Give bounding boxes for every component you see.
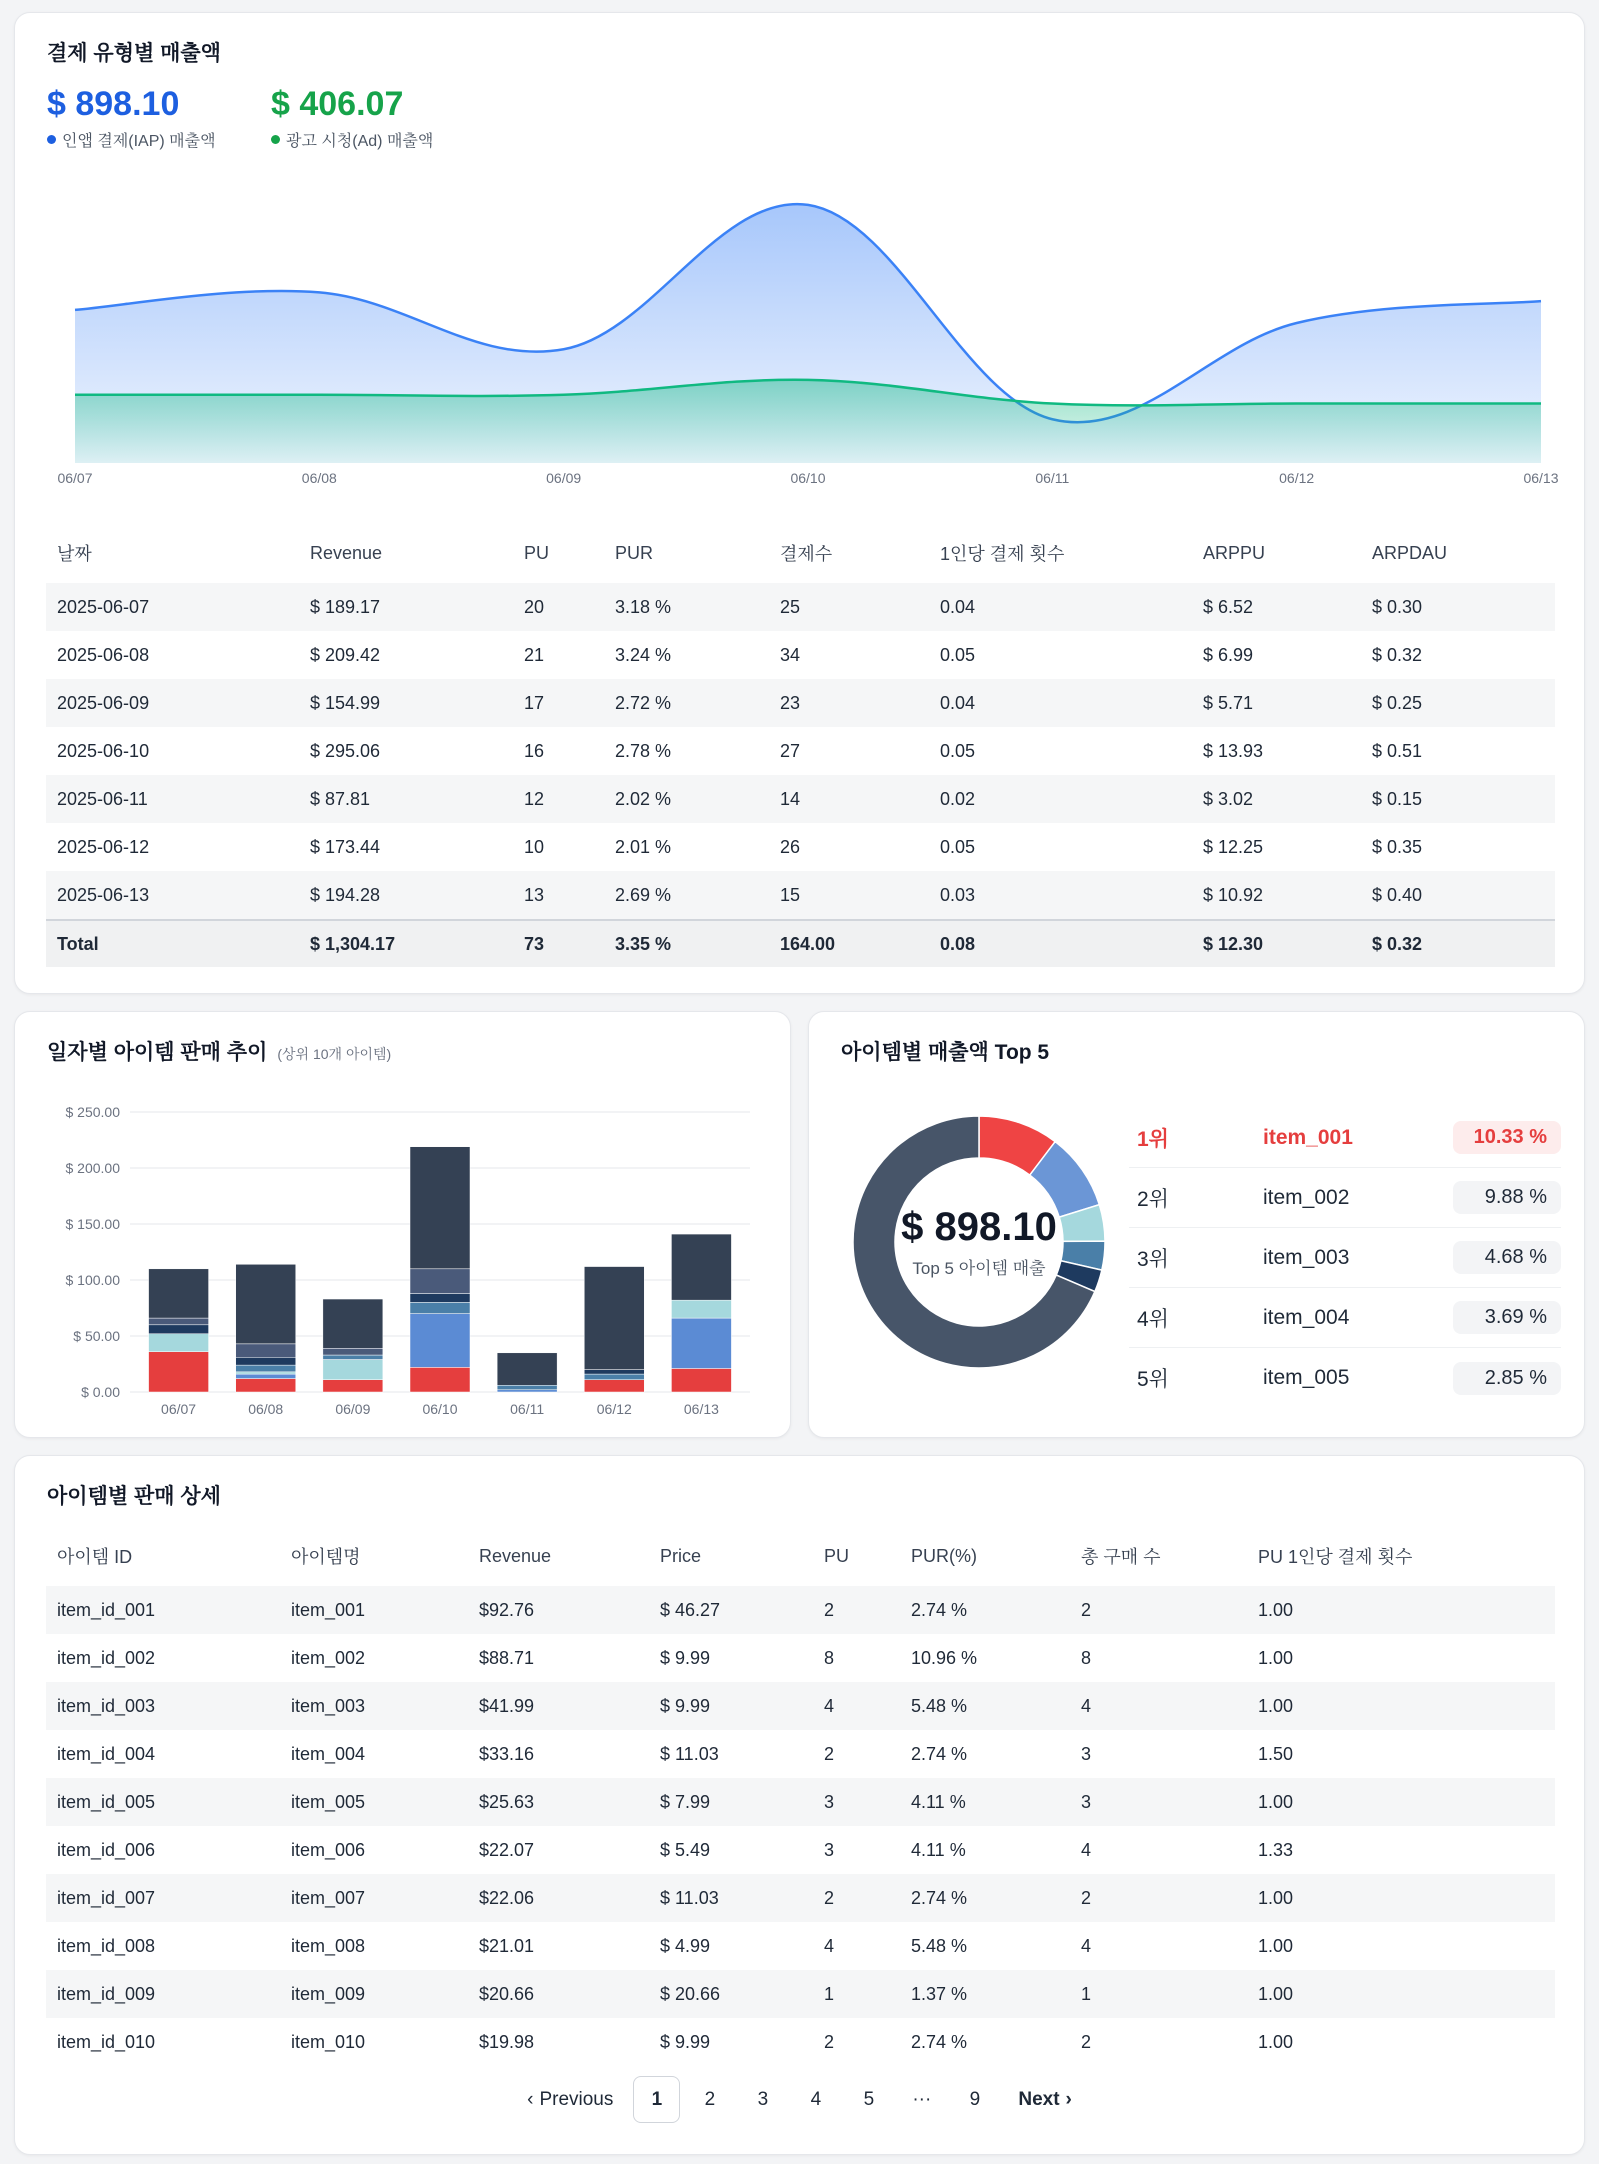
table-cell: $ 12.25 (1203, 836, 1264, 857)
table-cell: item_003 (280, 1682, 468, 1730)
column-header: PU (824, 1545, 850, 1566)
table-cell: $ 4.99 (660, 1935, 711, 1956)
table-cell: $19.98 (479, 2031, 535, 2052)
y-tick-label: $ 50.00 (73, 1328, 120, 1344)
rank-item-name: item_005 (1263, 1366, 1350, 1389)
card-title: 결제 유형별 매출액 (47, 42, 221, 65)
table-cell: $ 0.32 (1372, 644, 1423, 665)
pagination-ellipsis: ··· (912, 2088, 932, 2110)
column-header: Revenue (479, 1545, 552, 1566)
table-cell: 20 (513, 583, 604, 631)
table-cell: 2.74 % (911, 2031, 968, 2052)
page-button-3[interactable]: 3 (757, 2088, 769, 2110)
total-cell: 3.35 % (604, 919, 769, 967)
column-header: 날짜 (57, 544, 92, 564)
x-tick-label: 06/13 (683, 1401, 719, 1417)
rank-item-name: item_003 (1263, 1245, 1350, 1269)
x-tick-label: 06/08 (248, 1401, 284, 1417)
x-tick-label: 06/12 (596, 1401, 632, 1417)
rank-row (1129, 1288, 1561, 1348)
table-cell: $ 9.99 (660, 2031, 711, 2052)
table-row[interactable] (46, 1922, 1555, 1970)
top5-donut-chart (849, 1112, 1109, 1372)
table-cell: 2.02 % (604, 775, 769, 823)
table-cell: 5.48 % (900, 1682, 1070, 1730)
trend-subtitle: (상위 10개 아이템) (277, 1046, 392, 1062)
total-cell: 0.08 (929, 919, 1192, 967)
total-cell: Total (46, 919, 299, 967)
table-cell: 2.74 % (911, 1743, 968, 1764)
chevron-right-icon: › (1065, 2088, 1072, 2110)
table-cell: item_004 (291, 1743, 366, 1764)
rank-row (1129, 1228, 1561, 1288)
table-cell: $ 11.03 (660, 1743, 719, 1764)
table-cell: $ 173.44 (310, 836, 381, 857)
table-row[interactable] (46, 1586, 1555, 1634)
rank-position: 5위 (1137, 1368, 1169, 1391)
bar-segment[interactable] (323, 1360, 383, 1380)
table-cell: 1.00 (1258, 1647, 1294, 1668)
total-cell: $ 12.30 (1192, 919, 1361, 967)
daily-item-sales-trend-card (14, 1011, 791, 1438)
table-cell: item_id_009 (46, 1970, 280, 2018)
bar-segment[interactable] (410, 1302, 470, 1313)
bar-segment[interactable] (323, 1299, 383, 1348)
table-cell: 1.33 (1258, 1839, 1294, 1860)
table-row (46, 631, 1555, 679)
column-header: Revenue (310, 542, 383, 563)
rank-row (1129, 1348, 1561, 1408)
table-cell: 2025-06-11 (46, 775, 299, 823)
table-cell: 34 (780, 644, 801, 665)
table-cell: 2025-06-12 (57, 836, 150, 857)
table-cell: 0.05 (940, 740, 976, 761)
table-cell: 0.04 (929, 679, 1192, 727)
table-cell: 0.02 (929, 775, 1192, 823)
y-tick-label: $ 100.00 (65, 1272, 120, 1288)
table-row (46, 679, 1555, 727)
table-cell: 12 (513, 775, 604, 823)
table-cell: 2.72 % (604, 679, 769, 727)
table-cell: 2 (824, 2031, 835, 2052)
donut-center-value: $ 898.10 (901, 1205, 1057, 1249)
table-cell: $41.99 (468, 1682, 649, 1730)
table-cell: 2.69 % (604, 871, 769, 919)
table-cell: 2025-06-09 (46, 679, 299, 727)
bar-segment[interactable] (236, 1357, 296, 1365)
x-tick-label: 06/07 (161, 1401, 197, 1417)
rank-percent-badge: 3.69 % (1453, 1301, 1561, 1334)
rank-item-name: item_004 (1263, 1305, 1350, 1329)
total-row (46, 919, 1555, 967)
column-header: PUR (615, 542, 654, 563)
card-title: 아이템별 판매 상세 (47, 1485, 221, 1508)
bar-segment[interactable] (149, 1325, 209, 1334)
page-button-2[interactable]: 2 (704, 2088, 716, 2110)
table-cell: 10.96 % (911, 1647, 978, 1668)
bar-segment[interactable] (497, 1353, 557, 1385)
bar-segment[interactable] (584, 1370, 644, 1374)
table-cell: 5.48 % (911, 1935, 968, 1956)
table-row (46, 823, 1555, 871)
card-title: 아이템별 매출액 Top 5 (841, 1041, 1050, 1064)
column-header: PUR(%) (911, 1545, 977, 1566)
table-cell: 1.50 (1258, 1743, 1294, 1764)
bar-segment[interactable] (584, 1267, 644, 1370)
table-cell: $ 209.42 (310, 644, 381, 665)
bar-segment[interactable] (410, 1269, 470, 1294)
table-cell: 4 (813, 1682, 900, 1730)
table-cell: 4.11 % (911, 1839, 966, 1860)
table-cell: 2025-06-08 (57, 644, 150, 665)
page-button-4[interactable]: 4 (810, 2088, 822, 2110)
rank-item-name: item_002 (1263, 1185, 1350, 1209)
table-cell: $88.71 (479, 1647, 535, 1668)
table-cell: 2 (1081, 2031, 1092, 2052)
column-header: Price (660, 1545, 702, 1566)
table-cell: $ 20.66 (649, 1970, 813, 2018)
table-cell: 2.78 % (615, 740, 672, 761)
trend-title-text: 일자별 아이템 판매 추이 (47, 1041, 268, 1064)
table-row[interactable] (46, 1874, 1555, 1922)
table-row (46, 583, 1555, 631)
bar-segment[interactable] (149, 1269, 209, 1318)
table-cell: $ 3.02 (1192, 775, 1361, 823)
table-cell: 1 (1070, 1970, 1247, 2018)
table-cell: 1.00 (1247, 1970, 1555, 2018)
page-button-9[interactable]: 9 (969, 2088, 981, 2110)
table-cell: 4.11 % (900, 1778, 1070, 1826)
iap-revenue-label (47, 128, 216, 151)
bar-segment[interactable] (149, 1318, 209, 1325)
table-cell: $33.16 (479, 1743, 535, 1764)
table-cell: 0.04 (929, 583, 1192, 631)
x-tick-label: 06/13 (1523, 470, 1559, 486)
table-cell: 3 (813, 1778, 900, 1826)
table-cell: $ 6.99 (1203, 644, 1254, 665)
table-cell: 3.18 % (604, 583, 769, 631)
table-row (46, 727, 1555, 775)
rank-position: 2위 (1137, 1187, 1169, 1211)
table-cell: 2 (1070, 1586, 1247, 1634)
iap-revenue-value: $ 898.10 (47, 85, 180, 123)
table-cell: 3.24 % (615, 644, 672, 665)
rank-row (1129, 1168, 1561, 1228)
column-header: ARPDAU (1372, 542, 1448, 563)
table-cell: $ 9.99 (660, 1647, 711, 1668)
table-cell: $ 11.03 (649, 1874, 813, 1922)
table-row[interactable] (46, 1970, 1555, 2018)
table-cell: 17 (513, 679, 604, 727)
table-cell: $21.01 (479, 1935, 535, 1956)
bar-segment[interactable] (671, 1300, 731, 1318)
bar-segment[interactable] (323, 1355, 383, 1359)
table-cell: $25.63 (468, 1778, 649, 1826)
table-cell: 3 (824, 1839, 835, 1860)
bar-segment[interactable] (236, 1374, 296, 1378)
top5-items-card (808, 1011, 1585, 1438)
bar-segment[interactable] (410, 1293, 470, 1302)
ad-kpi (271, 85, 433, 151)
table-cell: 2.01 % (615, 836, 672, 857)
table-cell: item_id_002 (57, 1647, 156, 1668)
table-cell: 10 (524, 836, 545, 857)
table-cell: $ 6.52 (1192, 583, 1361, 631)
ad-revenue-label (271, 128, 433, 151)
table-cell: 1.37 % (900, 1970, 1070, 2018)
x-tick-label: 06/11 (510, 1401, 545, 1417)
table-cell: 1 (813, 1970, 900, 2018)
table-cell: 21 (524, 644, 545, 665)
rank-row (1129, 1108, 1561, 1168)
bar-segment[interactable] (671, 1368, 731, 1392)
table-cell: 0.05 (940, 836, 976, 857)
table-cell: $ 13.93 (1203, 740, 1264, 761)
table-cell: 2025-06-13 (46, 871, 299, 919)
table-cell: $ 7.99 (649, 1778, 813, 1826)
table-cell: $ 154.99 (299, 679, 513, 727)
table-cell: 2025-06-10 (57, 740, 150, 761)
total-cell: 73 (513, 919, 604, 967)
table-cell: $92.76 (468, 1586, 649, 1634)
pagination (15, 2076, 1584, 2123)
column-header: 총 구매 수 (1081, 1547, 1161, 1567)
bar-segment[interactable] (671, 1318, 731, 1368)
bar-segment[interactable] (149, 1352, 209, 1392)
ad-label-text: 광고 시청(Ad) 매출액 (286, 133, 434, 150)
table-row[interactable] (46, 1730, 1555, 1778)
table-cell: $ 295.06 (310, 740, 381, 761)
x-tick-label: 06/10 (422, 1401, 458, 1417)
bar-segment[interactable] (323, 1380, 383, 1392)
table-cell: 1.00 (1247, 1586, 1555, 1634)
next-label: Next (1018, 2088, 1060, 2110)
table-cell: item_id_001 (46, 1586, 280, 1634)
column-header: 결제수 (780, 544, 833, 564)
table-cell: item_001 (280, 1586, 468, 1634)
table-cell: 4 (1081, 1935, 1092, 1956)
donut-center-label: Top 5 아이템 매출 (912, 1259, 1046, 1278)
ad-legend-dot (271, 135, 280, 144)
table-cell: $ 5.49 (660, 1839, 711, 1860)
table-cell: 1.00 (1258, 2031, 1294, 2052)
bar-segment[interactable] (497, 1390, 557, 1392)
table-cell: item_005 (280, 1778, 468, 1826)
table-cell: 2 (813, 1874, 900, 1922)
table-cell: item_008 (291, 1935, 366, 1956)
daily-revenue-table (46, 523, 1555, 967)
table-cell: $ 9.99 (649, 1682, 813, 1730)
table-cell: item_006 (291, 1839, 366, 1860)
rank-percent-badge: 9.88 % (1453, 1181, 1561, 1214)
table-row[interactable] (46, 1634, 1555, 1682)
table-cell: $ 0.30 (1361, 583, 1555, 631)
column-header: ARPPU (1203, 542, 1266, 563)
column-header: 1인당 결제 횟수 (940, 544, 1065, 564)
table-cell: item_009 (280, 1970, 468, 2018)
iap-legend-dot (47, 135, 56, 144)
bar-segment[interactable] (236, 1372, 296, 1374)
page-button-1[interactable]: 1 (633, 2076, 680, 2123)
bar-segment[interactable] (236, 1379, 296, 1392)
rank-percent-badge: 4.68 % (1453, 1241, 1561, 1274)
table-cell: 15 (769, 871, 929, 919)
table-cell: 1.00 (1258, 1935, 1294, 1956)
x-tick-label: 06/09 (335, 1401, 371, 1417)
bar-segment[interactable] (584, 1380, 644, 1392)
table-cell: 27 (780, 740, 801, 761)
table-cell: $ 0.15 (1361, 775, 1555, 823)
y-tick-label: $ 200.00 (65, 1160, 120, 1176)
table-cell: 3 (1070, 1778, 1247, 1826)
stacked-bar-chart (15, 1072, 792, 1432)
table-cell: 25 (769, 583, 929, 631)
table-cell: 2.74 % (900, 1874, 1070, 1922)
table-cell: $22.07 (479, 1839, 535, 1860)
table-cell: item_id_008 (57, 1935, 156, 1956)
bar-segment[interactable] (236, 1344, 296, 1357)
y-tick-label: $ 150.00 (65, 1216, 120, 1232)
table-cell: item_id_010 (57, 2031, 156, 2052)
column-header: 아이템명 (291, 1547, 361, 1567)
table-cell: 16 (524, 740, 545, 761)
page-button-5[interactable]: 5 (863, 2088, 875, 2110)
table-cell: item_010 (291, 2031, 366, 2052)
table-cell: 0.05 (940, 644, 976, 665)
table-cell: 4 (1070, 1682, 1247, 1730)
page-number-group (633, 2076, 998, 2123)
bar-segment[interactable] (671, 1234, 731, 1300)
revenue-area-chart (15, 163, 1586, 523)
x-tick-label: 06/09 (546, 470, 582, 486)
bar-segment[interactable] (410, 1367, 470, 1392)
table-cell: 2 (1070, 1874, 1247, 1922)
y-tick-label: $ 0.00 (81, 1384, 120, 1400)
iap-label-text: 인앱 결제(IAP) 매출액 (62, 133, 216, 150)
table-cell: 8 (1081, 1647, 1092, 1668)
bar-segment[interactable] (410, 1147, 470, 1269)
bar-segment[interactable] (236, 1264, 296, 1344)
table-cell: 2025-06-07 (46, 583, 299, 631)
revenue-by-payment-type-card (14, 12, 1585, 994)
table-cell: 14 (769, 775, 929, 823)
card-title (47, 1036, 391, 1066)
ad-revenue-value: $ 406.07 (271, 85, 404, 123)
table-cell: $ 0.35 (1372, 836, 1423, 857)
bar-segment[interactable] (323, 1348, 383, 1355)
column-header: PU (524, 542, 550, 563)
rank-position: 1위 (1137, 1127, 1169, 1151)
next-page-button[interactable] (1004, 2076, 1086, 2123)
table-cell: $ 194.28 (299, 871, 513, 919)
table-cell: 1.00 (1247, 1682, 1555, 1730)
total-cell: 164.00 (769, 919, 929, 967)
table-cell: $ 0.51 (1372, 740, 1423, 761)
table-cell: $22.06 (468, 1874, 649, 1922)
table-row[interactable] (46, 1826, 1555, 1874)
x-tick-label: 06/10 (790, 470, 826, 486)
table-cell: item_id_003 (46, 1682, 280, 1730)
table-cell: 0.03 (929, 871, 1192, 919)
table-cell: 23 (769, 679, 929, 727)
table-cell: 4 (824, 1935, 835, 1956)
iap-kpi (47, 85, 216, 151)
bar-segment[interactable] (497, 1385, 557, 1389)
previous-page-button[interactable] (513, 2076, 627, 2123)
table-cell: 26 (780, 836, 801, 857)
y-tick-label: $ 250.00 (65, 1104, 120, 1120)
table-cell: $ 5.71 (1192, 679, 1361, 727)
table-cell: 2.74 % (900, 1586, 1070, 1634)
item-sales-table (46, 1526, 1555, 2066)
table-cell: 4 (1081, 1839, 1092, 1860)
table-row[interactable] (46, 1682, 1555, 1730)
table-row (46, 775, 1555, 823)
x-tick-label: 06/07 (57, 470, 93, 486)
bar-segment[interactable] (149, 1334, 209, 1352)
table-cell: 3 (1081, 1743, 1092, 1764)
bar-segment[interactable] (584, 1374, 644, 1380)
table-row[interactable] (46, 2018, 1555, 2066)
rank-percent-badge: 2.85 % (1453, 1362, 1561, 1395)
table-cell: 2 (813, 1586, 900, 1634)
item-sales-detail-card (14, 1455, 1585, 2155)
table-cell: $ 0.25 (1361, 679, 1555, 727)
table-cell: item_id_007 (46, 1874, 280, 1922)
chevron-left-icon: ‹ (527, 2088, 534, 2110)
table-cell: item_id_005 (46, 1778, 280, 1826)
total-cell: $ 1,304.17 (299, 919, 513, 967)
table-cell: $20.66 (468, 1970, 649, 2018)
table-cell: $ 0.40 (1361, 871, 1555, 919)
table-cell: $ 10.92 (1192, 871, 1361, 919)
table-cell: 8 (824, 1647, 835, 1668)
rank-position: 4위 (1137, 1307, 1169, 1331)
table-cell: $ 46.27 (649, 1586, 813, 1634)
table-cell: 1.00 (1247, 1778, 1555, 1826)
table-cell: 1.00 (1247, 1874, 1555, 1922)
table-row[interactable] (46, 1778, 1555, 1826)
rank-item-name: item_001 (1263, 1125, 1353, 1149)
x-tick-label: 06/12 (1279, 470, 1315, 486)
table-cell: $ 189.17 (299, 583, 513, 631)
bar-segment[interactable] (410, 1314, 470, 1368)
bar-segment[interactable] (236, 1365, 296, 1372)
table-cell: item_id_004 (57, 1743, 156, 1764)
table-cell: item_002 (291, 1647, 366, 1668)
table-row (46, 871, 1555, 919)
previous-label: Previous (539, 2088, 614, 2110)
rank-position: 3위 (1137, 1247, 1169, 1271)
table-cell: item_id_006 (57, 1839, 156, 1860)
column-header: 아이템 ID (57, 1547, 133, 1567)
total-cell: $ 0.32 (1361, 919, 1555, 967)
x-tick-label: 06/08 (301, 470, 337, 486)
table-cell: $ 87.81 (299, 775, 513, 823)
x-tick-label: 06/11 (1035, 470, 1070, 486)
table-cell: 2 (824, 1743, 835, 1764)
table-cell: 13 (513, 871, 604, 919)
table-cell: item_007 (280, 1874, 468, 1922)
rank-percent-badge: 10.33 % (1453, 1121, 1561, 1154)
column-header: PU 1인당 결제 횟수 (1258, 1547, 1413, 1567)
